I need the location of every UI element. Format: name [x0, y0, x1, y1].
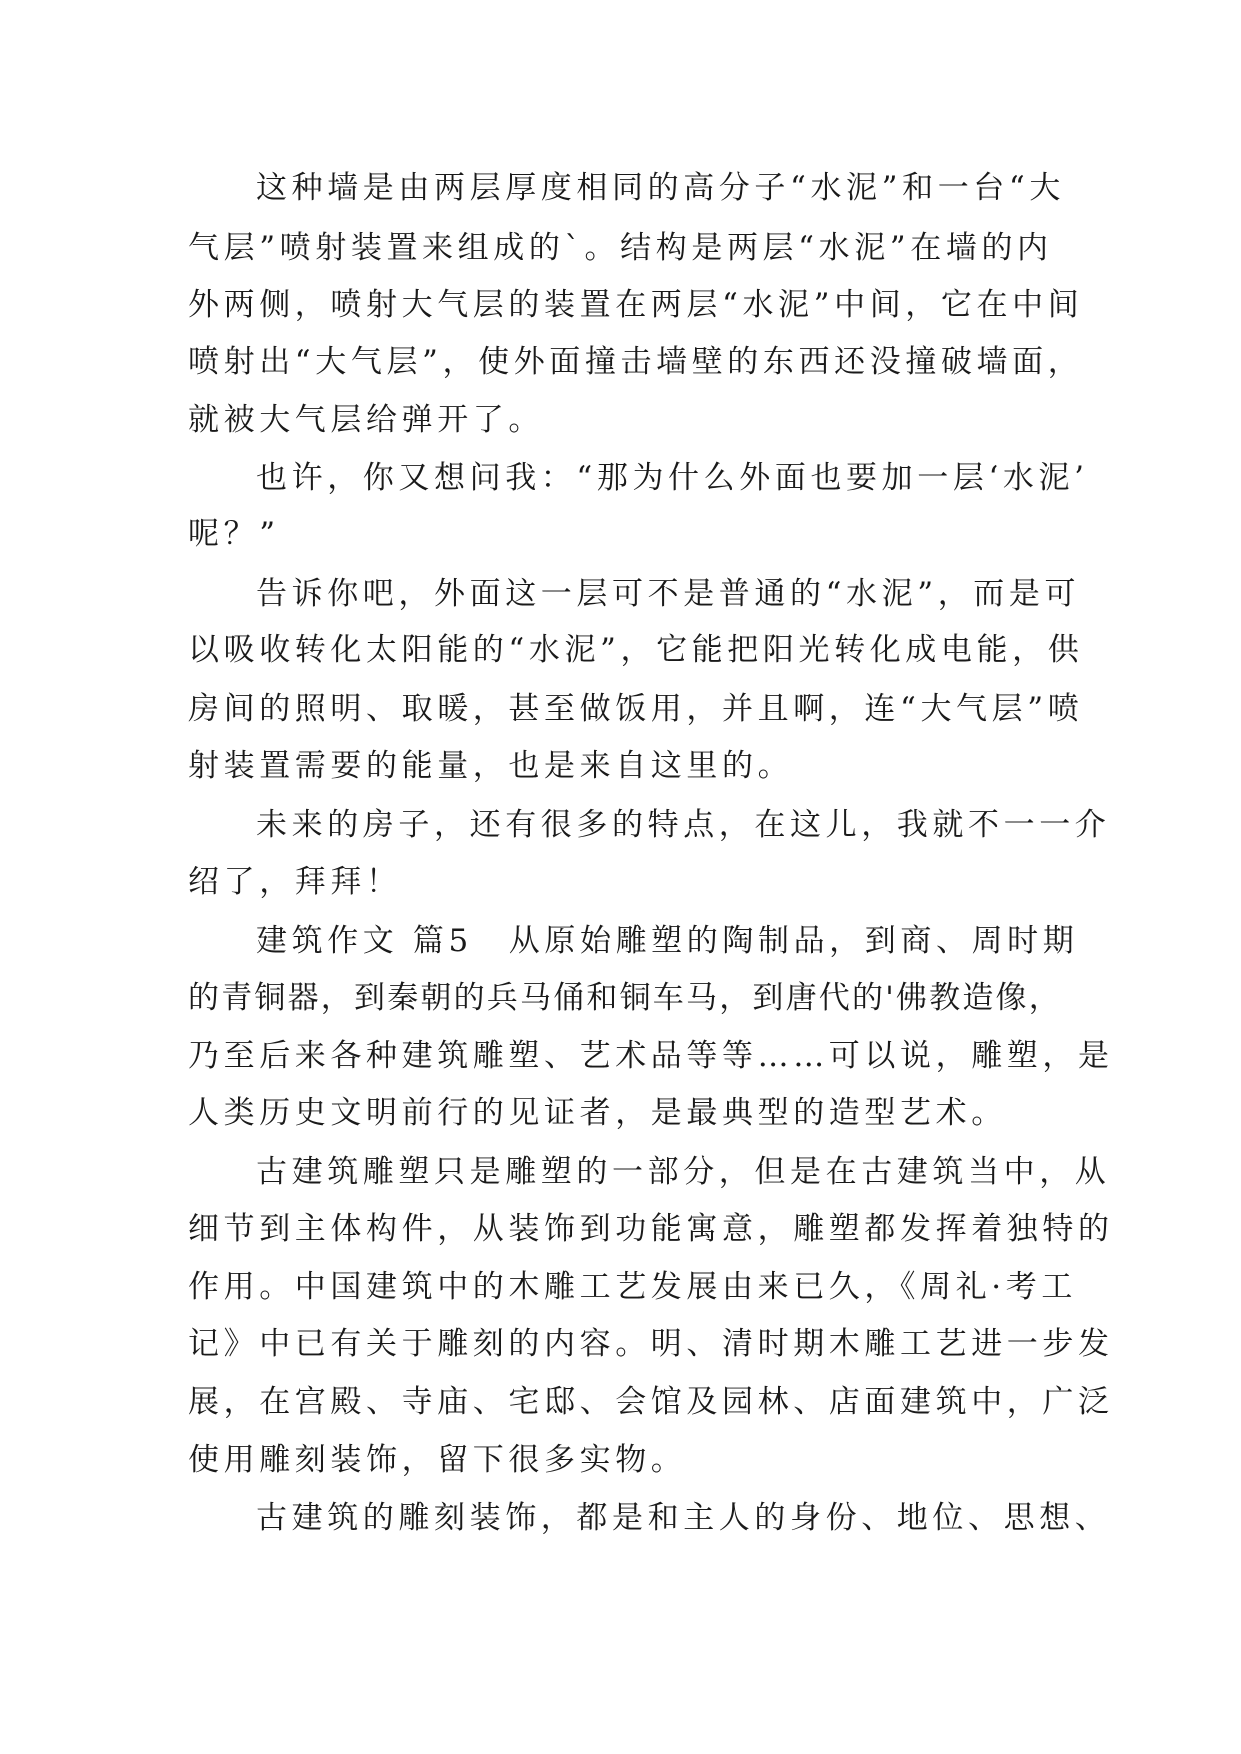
- text-line: 外两侧，喷射大气层的装置在两层“水泥”中间，它在中间: [188, 287, 1084, 323]
- text-line: 以吸收转化太阳能的“水泥”，它能把阳光转化成电能，供: [188, 632, 1084, 668]
- section-heading: 建筑作文 篇5: [256, 923, 473, 959]
- text-line: 喷射出“大气层”，使外面撞击墙壁的东西还没撞破墙面，: [188, 344, 1084, 380]
- text-line: 从原始雕塑的陶制品，到商、周时期: [508, 923, 1079, 959]
- text-line: 古建筑雕塑只是雕塑的一部分，但是在古建筑当中，从: [256, 1154, 1111, 1190]
- text-line: 的青铜器，到秦朝的兵马俑和铜车马，到唐代的'佛教造像，: [188, 980, 1062, 1016]
- text-line: 射装置需要的能量，也是来自这里的。: [188, 748, 794, 784]
- text-line: 这种墙是由两层厚度相同的高分子“水泥”和一台“大: [256, 170, 1065, 206]
- text-line: 就被大气层给弹开了。: [188, 402, 544, 438]
- text-line: 使用雕刻装饰，留下很多实物。: [188, 1442, 687, 1478]
- text-line: 展，在宫殿、寺庙、宅邸、会馆及园林、店面建筑中，广泛: [188, 1384, 1114, 1420]
- text-line: 告诉你吧，外面这一层可不是普通的“水泥”，而是可: [256, 576, 1081, 612]
- text-line: 房间的照明、取暖，甚至做饭用，并且啊，连“大气层”喷: [188, 691, 1084, 727]
- text-line: 未来的房子，还有很多的特点，在这儿，我就不一一介: [256, 807, 1111, 843]
- text-line: 记》中已有关于雕刻的内容。明、清时期木雕工艺进一步发: [188, 1326, 1114, 1362]
- text-line: 作用。中国建筑中的木雕工艺发展由来已久，《周礼·考工: [188, 1269, 1077, 1305]
- text-line: 绍了，拜拜！: [188, 864, 402, 900]
- text-line: 呢？”: [188, 516, 280, 552]
- section-heading-line: [256, 921, 1078, 961]
- text-line: 人类历史文明前行的见证者，是最典型的造型艺术。: [188, 1095, 1007, 1131]
- text-line: 气层”喷射装置来组成的`。结构是两层“水泥”在墙的内: [188, 230, 1053, 266]
- text-line: 古建筑的雕刻装饰，都是和主人的身份、地位、思想、: [256, 1500, 1111, 1536]
- text-line: 细节到主体构件，从装饰到功能寓意，雕塑都发挥着独特的: [188, 1211, 1114, 1247]
- text-line: 也许，你又想问我：“那为什么外面也要加一层‘水泥’: [256, 460, 1089, 496]
- text-line: 乃至后来各种建筑雕塑、艺术品等等……可以说，雕塑，是: [188, 1038, 1114, 1074]
